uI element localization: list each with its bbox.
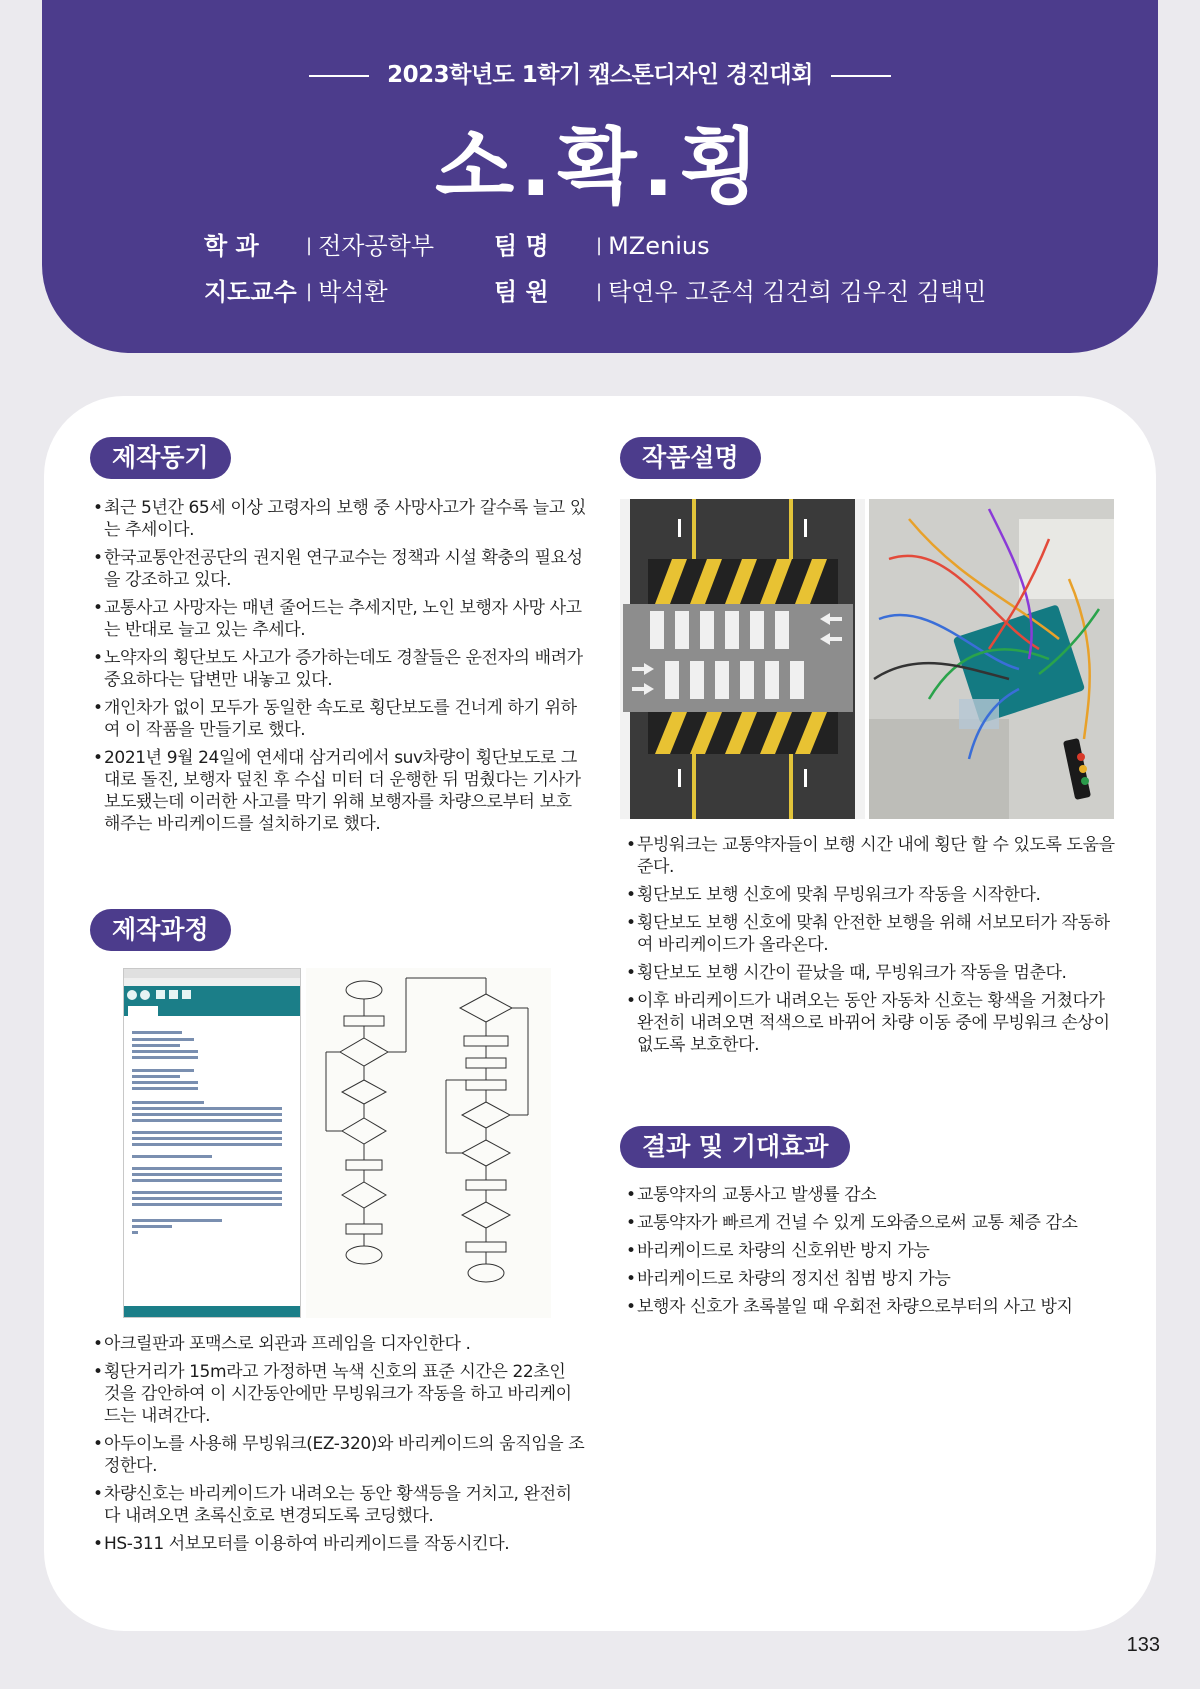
- info-label: 지도교수: [204, 278, 297, 306]
- list-item: • 교통약자가 빠르게 건널 수 있게 도와줌으로써 교통 체증 감소: [626, 1212, 1118, 1234]
- page-number: 133: [1126, 1634, 1160, 1656]
- section-title-motivation: 제작동기: [90, 437, 231, 479]
- info-label: 팀 명: [494, 232, 549, 260]
- info-value: MZenius: [608, 232, 710, 260]
- info-team-name: 팀 명 | MZenius: [494, 226, 710, 261]
- list-item: • 횡단보도 보행 신호에 맞춰 안전한 보행을 위해 서보모터가 작동하여 바리케이드가 올라온다.: [626, 912, 1118, 956]
- info-label: 팀 원: [494, 278, 549, 306]
- list-item: • 아크릴판과 포맥스로 외관과 프레임을 디자인한다 .: [93, 1333, 586, 1355]
- list-item: • 횡단보도 보행 신호에 맞춰 무빙워크가 작동을 시작한다.: [626, 884, 1118, 906]
- info-advisor: 지도교수 | 박석환: [204, 272, 388, 307]
- description-list: [626, 834, 1118, 1062]
- info-value: 박석환: [318, 278, 388, 306]
- list-item: • 개인차가 없이 모두가 동일한 속도로 횡단보도를 건너게 하기 위하여 이 작품을 만들기로 했다.: [93, 697, 586, 741]
- list-item: • 아두이노를 사용해 무빙워크(EZ-320)와 바리케이드의 움직임을 조정한다.: [93, 1433, 586, 1477]
- section-title-process: 제작과정: [90, 909, 231, 951]
- info-department: 학 과 | 전자공학부: [204, 226, 434, 261]
- list-item: • 횡단거리가 15m라고 가정하면 녹색 신호의 표준 시간은 22초인 것을 감안하여 이 시간동안에만 무빙워크가 작동을 하고 바리케이드는 내려간다.: [93, 1361, 586, 1427]
- subtitle-text: 2023학년도 1학기 캡스톤디자인 경진대회: [387, 62, 813, 88]
- wiring-graphic: [869, 499, 1114, 819]
- project-title: 소.확.횡: [435, 120, 765, 215]
- list-item: • 한국교통안전공단의 권지원 연구교수는 정책과 시설 확충의 필요성을 강조하고 있다.: [93, 547, 586, 591]
- list-item: • 교통약자의 교통사고 발생률 감소: [626, 1184, 1118, 1206]
- info-value: 탁연우 고준석 김건희 김우진 김택민: [608, 278, 987, 306]
- circuit-wiring-photo: [869, 499, 1114, 819]
- list-item: • 무빙워크는 교통약자들이 보행 시간 내에 횡단 할 수 있도록 도움을 준다.: [626, 834, 1118, 878]
- crosswalk-graphic: [620, 499, 865, 819]
- list-item: • 2021년 9월 24일에 연세대 삼거리에서 suv차량이 횡단보도로 그대로 돌진, 보행자 덮친 후 수십 미터 더 운행한 뒤 멈췄다는 기사가 보도됐는데 이러한 사고를 막기 위해 보행자를 차량으로부터 보호해주는 바리케이드를 설치하기로 했다.: [93, 747, 586, 835]
- motivation-list: [93, 497, 586, 841]
- list-item: • 교통사고 사망자는 매년 줄어드는 추세지만, 노인 보행자 사망 사고는 반대로 늘고 있는 추세다.: [93, 597, 586, 641]
- arduino-code-screenshot: [123, 968, 301, 1318]
- divider-left: [309, 75, 369, 77]
- competition-subtitle: [42, 56, 1158, 89]
- section-title-results: 결과 및 기대효과: [620, 1126, 850, 1168]
- section-title-description: 작품설명: [620, 437, 761, 479]
- info-value: 전자공학부: [318, 232, 434, 260]
- list-item: • 이후 바리케이드가 내려오는 동안 자동차 신호는 황색을 거쳤다가 완전히 내려오면 적색으로 바뀌어 차량 이동 중에 무빙워크 손상이 없도록 보호한다.: [626, 990, 1118, 1056]
- list-item: • 최근 5년간 65세 이상 고령자의 보행 중 사망사고가 갈수록 늘고 있는 추세이다.: [93, 497, 586, 541]
- list-item: • 바리케이드로 차량의 신호위반 방지 가능: [626, 1240, 1118, 1262]
- list-item: • HS-311 서보모터를 이용하여 바리케이드를 작동시킨다.: [93, 1533, 586, 1555]
- list-item: • 차량신호는 바리케이드가 내려오는 동안 황색등을 거치고, 완전히 다 내려오면 초록신호로 변경되도록 코딩했다.: [93, 1483, 586, 1527]
- list-item: • 횡단보도 보행 시간이 끝났을 때, 무빙워크가 작동을 멈춘다.: [626, 962, 1118, 984]
- divider-right: [831, 75, 891, 77]
- header-banner: [42, 0, 1158, 353]
- crosswalk-model-photo: [620, 499, 865, 819]
- flowchart-image: [306, 968, 551, 1318]
- list-item: • 바리케이드로 차량의 정지선 침범 방지 가능: [626, 1268, 1118, 1290]
- code-editor-graphic: [124, 969, 301, 1318]
- flowchart-graphic: [306, 968, 551, 1318]
- process-list: [93, 1333, 586, 1561]
- info-team-members: 팀 원 | 탁연우 고준석 김건희 김우진 김택민: [494, 272, 986, 307]
- results-list: [626, 1184, 1118, 1324]
- list-item: • 보행자 신호가 초록불일 때 우회전 차량으로부터의 사고 방지: [626, 1296, 1118, 1318]
- list-item: • 노약자의 횡단보도 사고가 증가하는데도 경찰들은 운전자의 배려가 중요하다는 답변만 내놓고 있다.: [93, 647, 586, 691]
- info-label: 학 과: [204, 232, 259, 260]
